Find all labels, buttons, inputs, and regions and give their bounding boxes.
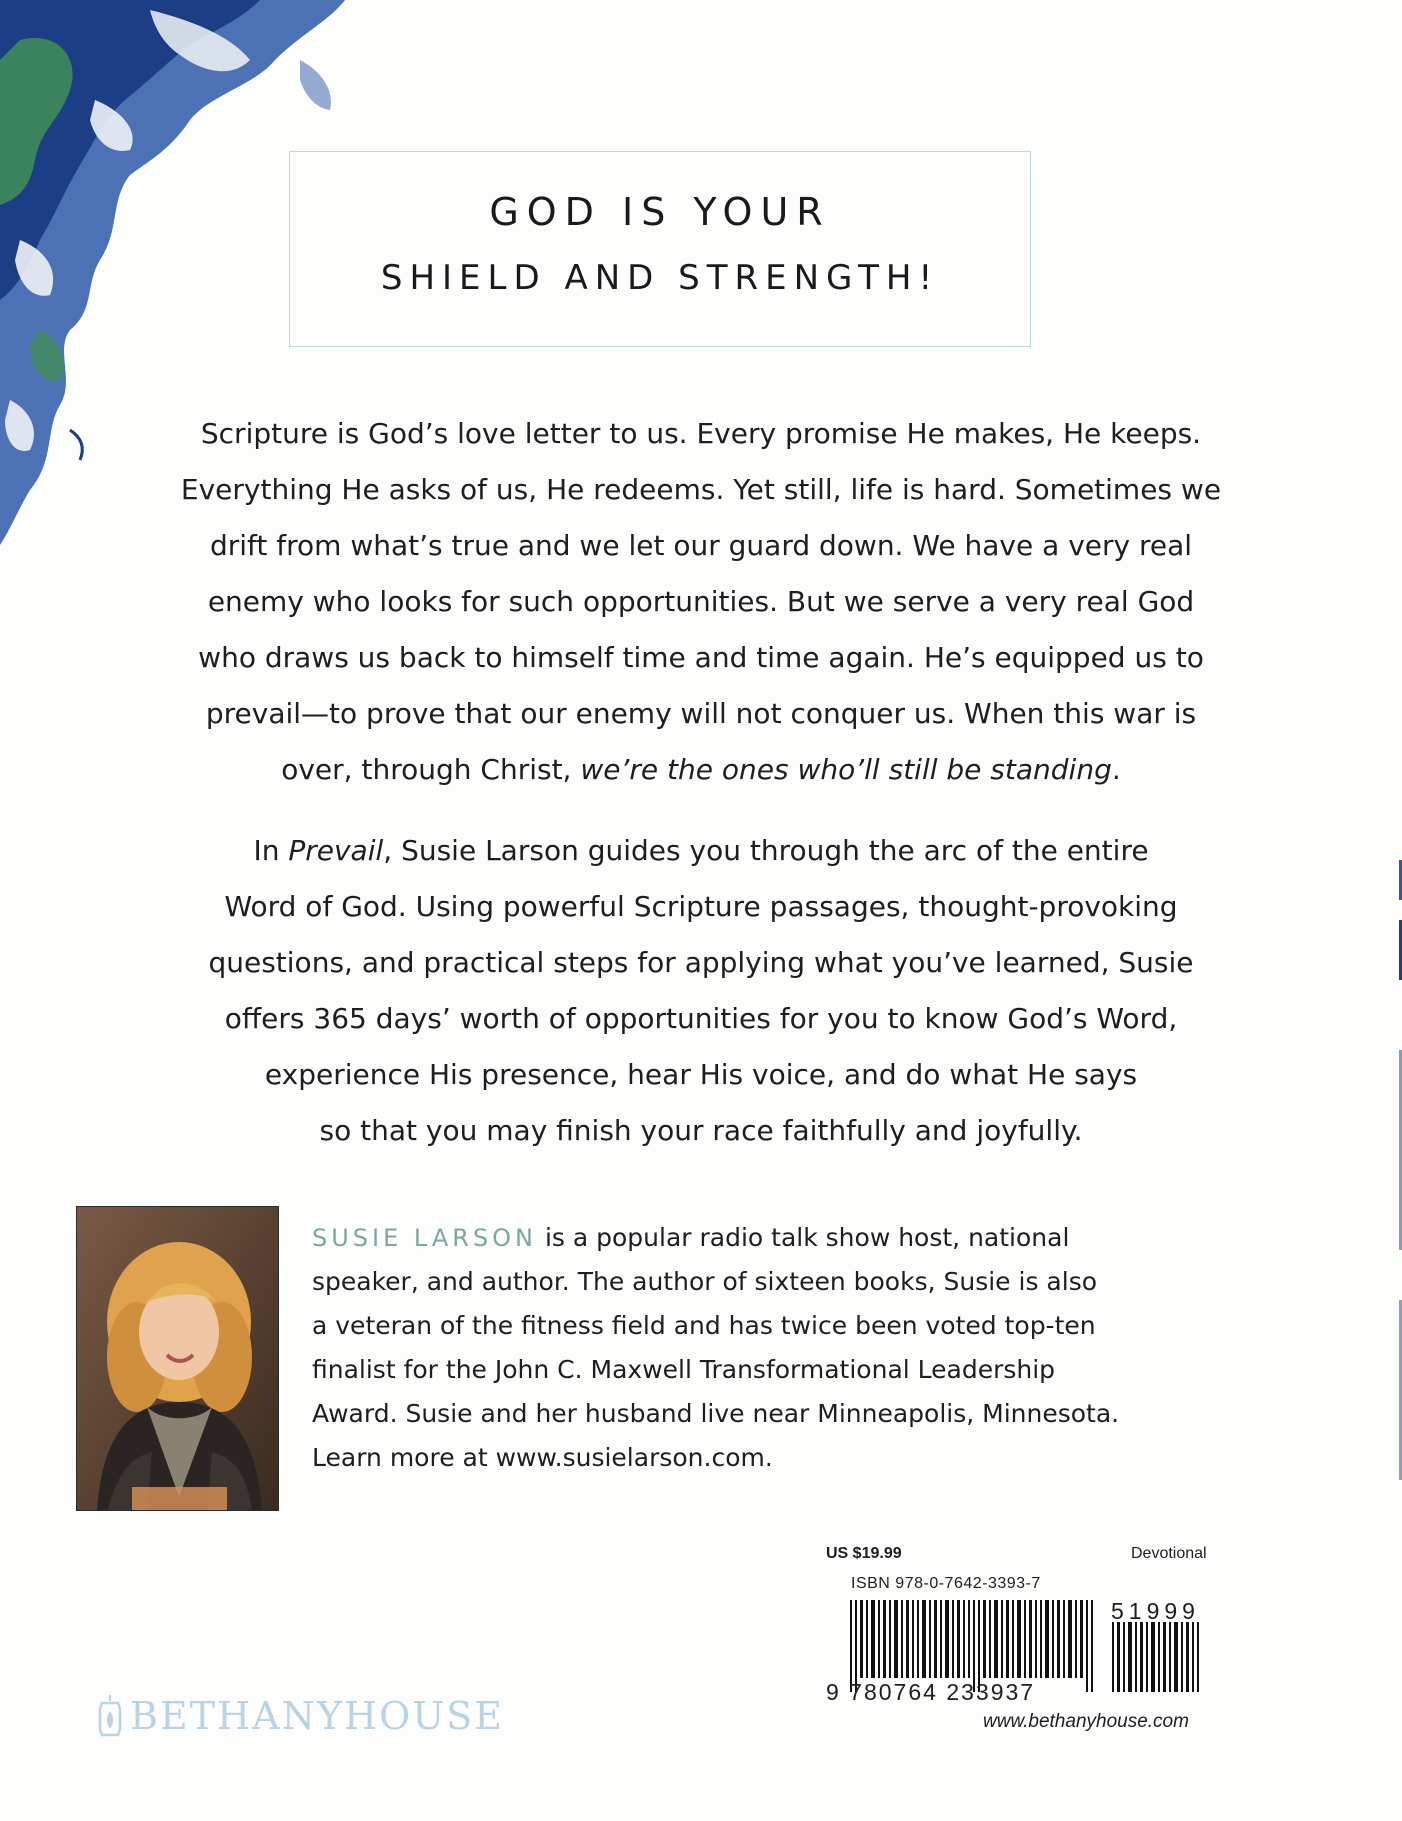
- blurb-last-line: [60, 742, 1342, 798]
- blurb-text: In: [253, 834, 289, 867]
- isbn-label: ISBN 978-0-7642-3393-7: [851, 1575, 1041, 1592]
- author-name: SUSIE LARSON: [312, 1224, 537, 1252]
- bio-line: finalist for the John C. Maxwell Transformational Leadership: [312, 1355, 1056, 1384]
- blurb-line: who draws us back to himself time and time again. He’s equipped us to: [198, 641, 1204, 674]
- publisher-website: www.bethanyhouse.com: [983, 1711, 1189, 1732]
- blurb-text: over, through Christ,: [281, 753, 581, 786]
- blurb-text: .: [1111, 753, 1121, 786]
- blurb-line: experience His presence, hear His voice, and do what He says: [264, 1058, 1138, 1091]
- publisher-logo: [98, 1691, 504, 1741]
- headline-line-1: GOD IS YOUR: [489, 190, 831, 234]
- blurb-line: Everything He asks of us, He redeems. Yet still, life is hard. Sometimes we: [180, 473, 1222, 506]
- bio-text: is a popular radio talk show host, national: [537, 1223, 1070, 1252]
- blurb-line: so that you may finish your race faithfully and joyfully.: [319, 1114, 1083, 1147]
- barcode-addon-digits: 51999: [1111, 1598, 1200, 1624]
- blurb-paragraph-2: [60, 823, 1342, 1159]
- publisher-name: BETHANYHOUSE: [130, 1694, 505, 1738]
- blurb-line: offers 365 days’ worth of opportunities for you to know God’s Word,: [224, 1002, 1178, 1035]
- spine-edge-decoration: [1396, 0, 1402, 1821]
- blurb-line: drift from what’s true and we let our guard down. We have a very real: [209, 529, 1193, 562]
- blurb-line: Scripture is God’s love letter to us. Every promise He makes, He keeps.: [200, 417, 1202, 450]
- blurb-line: questions, and practical steps for applying what you’ve learned, Susie: [208, 946, 1194, 979]
- barcode-digits: 9 780764 233937: [826, 1679, 1036, 1705]
- price-label: US $19.99: [826, 1545, 902, 1562]
- blurb-first-line: [60, 823, 1342, 879]
- book-title-italic: Prevail: [288, 834, 384, 867]
- category-label: Devotional: [1131, 1545, 1207, 1562]
- bio-line: speaker, and author. The author of sixteen books, Susie is also: [312, 1267, 1098, 1296]
- blurb-paragraph-1: [60, 406, 1342, 798]
- bio-line: Award. Susie and her husband live near Minneapolis, Minnesota.: [312, 1399, 1120, 1428]
- blurb-line: enemy who looks for such opportunities. But we serve a very real God: [207, 585, 1195, 618]
- bio-line: Learn more at www.susielarson.com.: [312, 1443, 773, 1472]
- author-bio: [312, 1216, 1312, 1480]
- headline-line-2: SHIELD AND STRENGTH!: [380, 258, 940, 298]
- headline-box: [289, 151, 1031, 347]
- author-photo: [76, 1206, 279, 1511]
- bio-first-line: [312, 1216, 1312, 1260]
- blurb-text: , Susie Larson guides you through the arc of the entire: [383, 834, 1149, 867]
- blurb-line: Word of God. Using powerful Scripture passages, thought-provoking: [224, 890, 1178, 923]
- blurb-line: prevail—to prove that our enemy will not conquer us. When this war is: [205, 697, 1197, 730]
- blurb-italic-text: we’re the ones who’ll still be standing: [580, 753, 1112, 786]
- bio-line: a veteran of the fitness field and has twice been voted top-ten: [312, 1311, 1096, 1340]
- lantern-icon: [98, 1693, 122, 1739]
